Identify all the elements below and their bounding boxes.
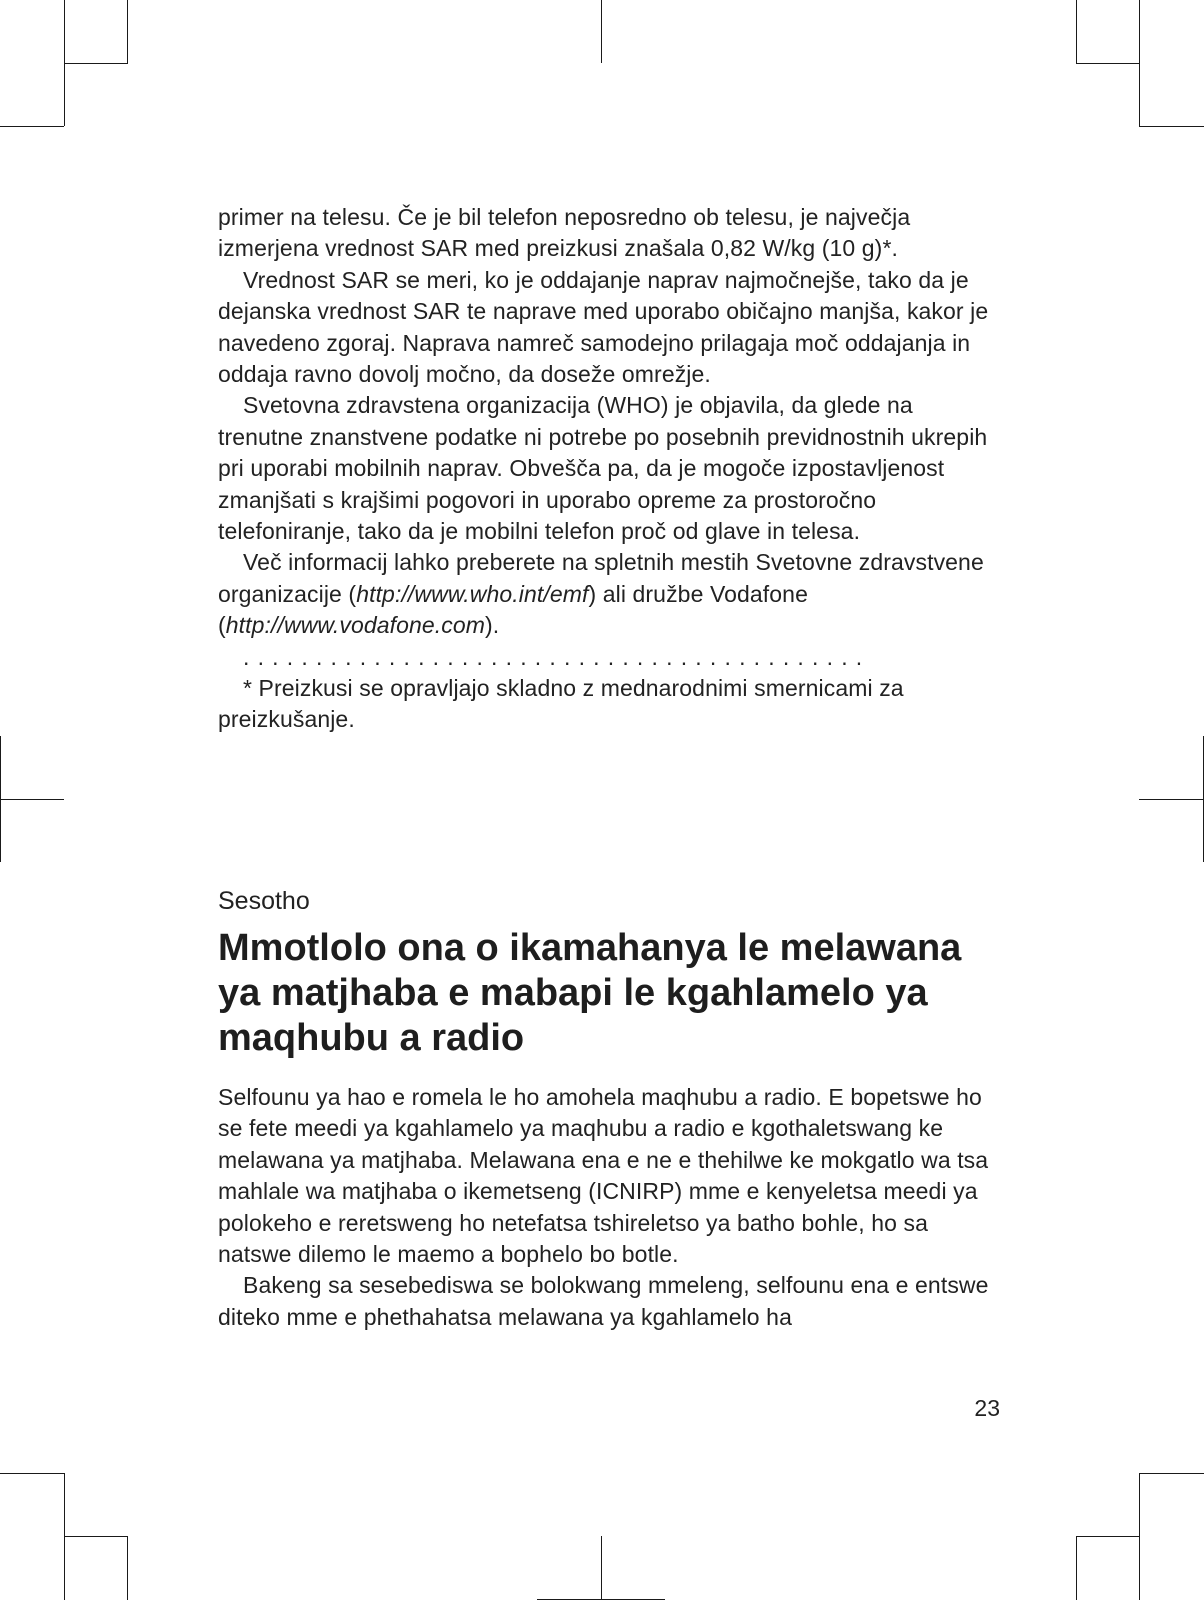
- crop-mark: [1139, 126, 1204, 127]
- crop-mark: [1076, 63, 1140, 64]
- paragraph-radio-waves: Selfounu ya hao e romela le ho amohela maqhubu a radio. E bopetswe ho se fete meedi ya kgahlamelo ya maqhubu a radio e kgothaletswang ke melawana ya matjhaba. Melawana ena e ne e thehilwe ke mokgatlo wa tsa mahlale wa matjhaba o ikemetseng (ICNIRP) mme e kenyeletsa meedi ya polokeho e reretsweng ho netefatsa tshireletso ya batho bohle, ho sa natswe dilemo le maemo a bophelo bo botle.: [218, 1084, 989, 1268]
- paragraph-more-info: [218, 547, 998, 641]
- paragraph-who-statement: Svetovna zdravstena organizacija (WHO) je objavila, da glede na trenutne znanstvene podatke ni potrebe po posebnih previdnostnih ukrepih pri uporabi mobilnih naprav. Obvešča pa, da je mogoče izpostavljenost zmanjšati s krajšimi pogovori in uporabo opreme za prostoročno telefoniranje, tako da je mobilni telefon proč od glave in telesa.: [218, 392, 988, 545]
- more-info-text: ) ali družbe Vodafone (: [218, 580, 808, 639]
- dotted-separator: ...........................................: [243, 643, 871, 670]
- more-info-text: Več informacij lahko preberete na spletnih mestih Svetovne zdravstvene organizacije (: [218, 549, 984, 607]
- section-heading: Mmotlolo ona o ikamahanya le melawana ya matjhaba e mabapi le kgahlamelo ya maqhubu a radio: [218, 927, 962, 1059]
- crop-mark: [0, 799, 64, 800]
- crop-mark: [601, 0, 602, 63]
- more-info-text: ).: [485, 612, 500, 639]
- crop-mark: [127, 1536, 128, 1600]
- who-url-link[interactable]: http://www.who.int/emf: [356, 580, 589, 607]
- crop-mark: [601, 1536, 602, 1600]
- crop-mark: [0, 1473, 64, 1474]
- slovenian-section: [218, 202, 998, 736]
- footnote: * Preizkusi se opravljajo skladno z mednarodnimi smernicami za preizkušanje.: [218, 674, 904, 733]
- paragraph-sar-measurement: Vrednost SAR se meri, ko je oddajanje naprav najmočnejše, tako da je dejanska vrednost SAR te naprave med uporabo običajno manjša, kakor je navedeno zgoraj. Naprava namreč samodejno prilagaja moč oddajanja in oddaja ravno dovolj močno, da doseže omrežje.: [218, 266, 989, 388]
- vodafone-url-link[interactable]: http://www.vodafone.com: [225, 612, 486, 639]
- crop-mark: [64, 1536, 128, 1537]
- crop-mark: [127, 0, 128, 64]
- crop-mark: [1139, 1473, 1204, 1474]
- language-label: Sesotho: [218, 887, 310, 915]
- page-number: 23: [974, 1395, 1000, 1421]
- sesotho-section: [218, 1082, 1008, 1333]
- paragraph-sar-body: primer na telesu. Če je bil telefon neposredno ob telesu, je največja izmerjena vrednost SAR med preizkusi znašala 0,82 W/kg (10 g)*.: [218, 204, 911, 262]
- paragraph-body-worn: Bakeng sa sesebediswa se bolokwang mmeleng, selfounu ena e entswe diteko mme e phethahatsa melawana ya kgahlamelo ha: [218, 1272, 989, 1330]
- crop-mark: [1076, 1536, 1140, 1537]
- crop-mark: [0, 126, 64, 127]
- crop-mark: [1139, 799, 1204, 800]
- crop-mark: [1076, 1536, 1077, 1600]
- crop-mark: [64, 63, 128, 64]
- crop-mark: [1076, 0, 1077, 64]
